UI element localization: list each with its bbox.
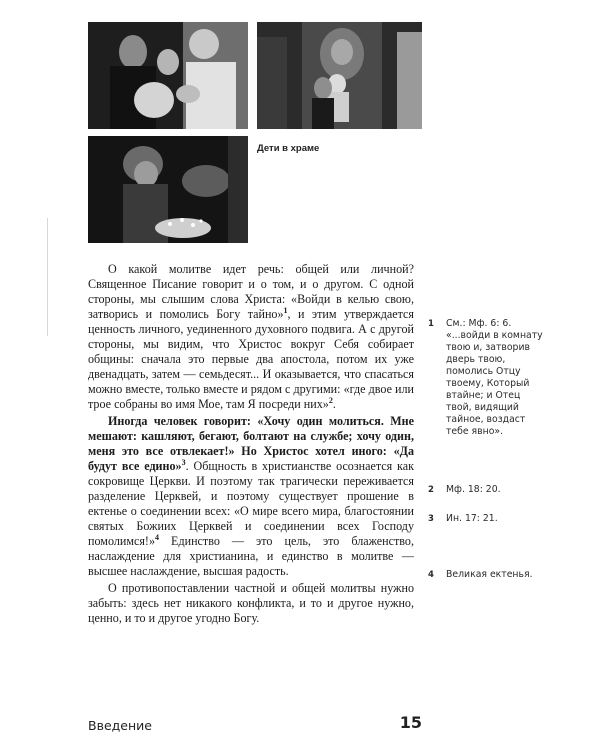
footnote-ref-4: 4	[155, 532, 159, 542]
footnote-1-number: 1	[428, 319, 434, 329]
footnote-4	[428, 569, 548, 581]
paragraph-1-text-b: , и этим утверждается ценность личного, уединенного духовного подвига. А с другой стороны, мы видим, что Христос вокруг Себя собирает общины: сначала это первые два апостола, потом их уже двенадцать, затем — семьдесят... И оказывается, что спасаться можно вместе, только вместе и рядом с другими: «где двое или трое собраны во имя Мое, там Я посреди них»	[88, 307, 414, 411]
paragraph-3: О противопоставлении частной и общей молитвы нужно забыть: здесь нет никакого конфликта, и то и другое нужно, ценно, и то и другое угодно Богу.	[88, 581, 414, 625]
photo-child-icon	[257, 22, 422, 129]
footnote-2-number: 2	[428, 485, 434, 495]
footnote-ref-1: 1	[283, 305, 288, 315]
paragraph-1-text-a: О какой молитве идет речь: общей или личной? Священное Писание говорит и о том, и о другом. С одной стороны, мы слышим слова Христа: «Войди в келью свою, затворись и помолись Богу тайно»	[88, 262, 414, 321]
footnote-ref-2: 2	[328, 395, 333, 405]
paragraph-1	[88, 262, 414, 412]
paragraph-1-text-c: .	[332, 397, 336, 411]
photo-caption: Дети в храме	[257, 143, 320, 154]
page-edge-line	[47, 218, 48, 336]
footnote-3-text: Ин. 17: 21.	[446, 513, 498, 524]
page-number: 15	[399, 713, 422, 732]
photo-candles	[88, 136, 248, 243]
footnote-3-number: 3	[428, 514, 434, 524]
main-text	[88, 262, 414, 626]
footnote-1	[428, 318, 548, 438]
paragraph-2	[88, 414, 414, 579]
footnote-2	[428, 484, 548, 496]
paragraph-2-text-b: Единство — это цель, это блаженство, наслаждение для христианина, и единство в молитве — высшее наслаждение, высшая радость.	[88, 534, 414, 578]
footnote-1-text: См.: Мф. 6: 6. «...войди в комнату твою и, затворив дверь твою, помолись Отцу твоему, Который втайне; и Отец твой, видящий тайное, воздаст тебе явно».	[446, 318, 543, 437]
photo-candles-image	[88, 136, 248, 243]
photo-baptism-image	[88, 22, 248, 129]
footnote-4-number: 4	[428, 570, 434, 580]
footnote-ref-3: 3	[181, 457, 186, 467]
footnote-2-text: Мф. 18: 20.	[446, 484, 501, 495]
photo-child-icon-image	[257, 22, 422, 129]
paragraph-2-bold-text: Иногда человек говорит: «Хочу один молиться. Мне мешают: кашляют, бегают, болтают на службе; хочу один, меня это все отвлекает!» Но Христос хотел иного: «Да будут все едино»	[88, 414, 414, 473]
footnote-4-text: Великая ектенья.	[446, 569, 533, 580]
footnote-3	[428, 513, 548, 525]
photo-baptism	[88, 22, 248, 129]
paragraph-2-text-a: . Общность в христианстве осознается как сокровище Церкви. И поэтому так трагически переживается разделение Церквей, и поэтому существует прошение в ектенье о соединении всех: «О мире всего мира, благостоянии святых Божиих Церквей и соединении всех Господу помолимся!»	[88, 459, 414, 548]
running-footer-section: Введение	[88, 718, 152, 733]
